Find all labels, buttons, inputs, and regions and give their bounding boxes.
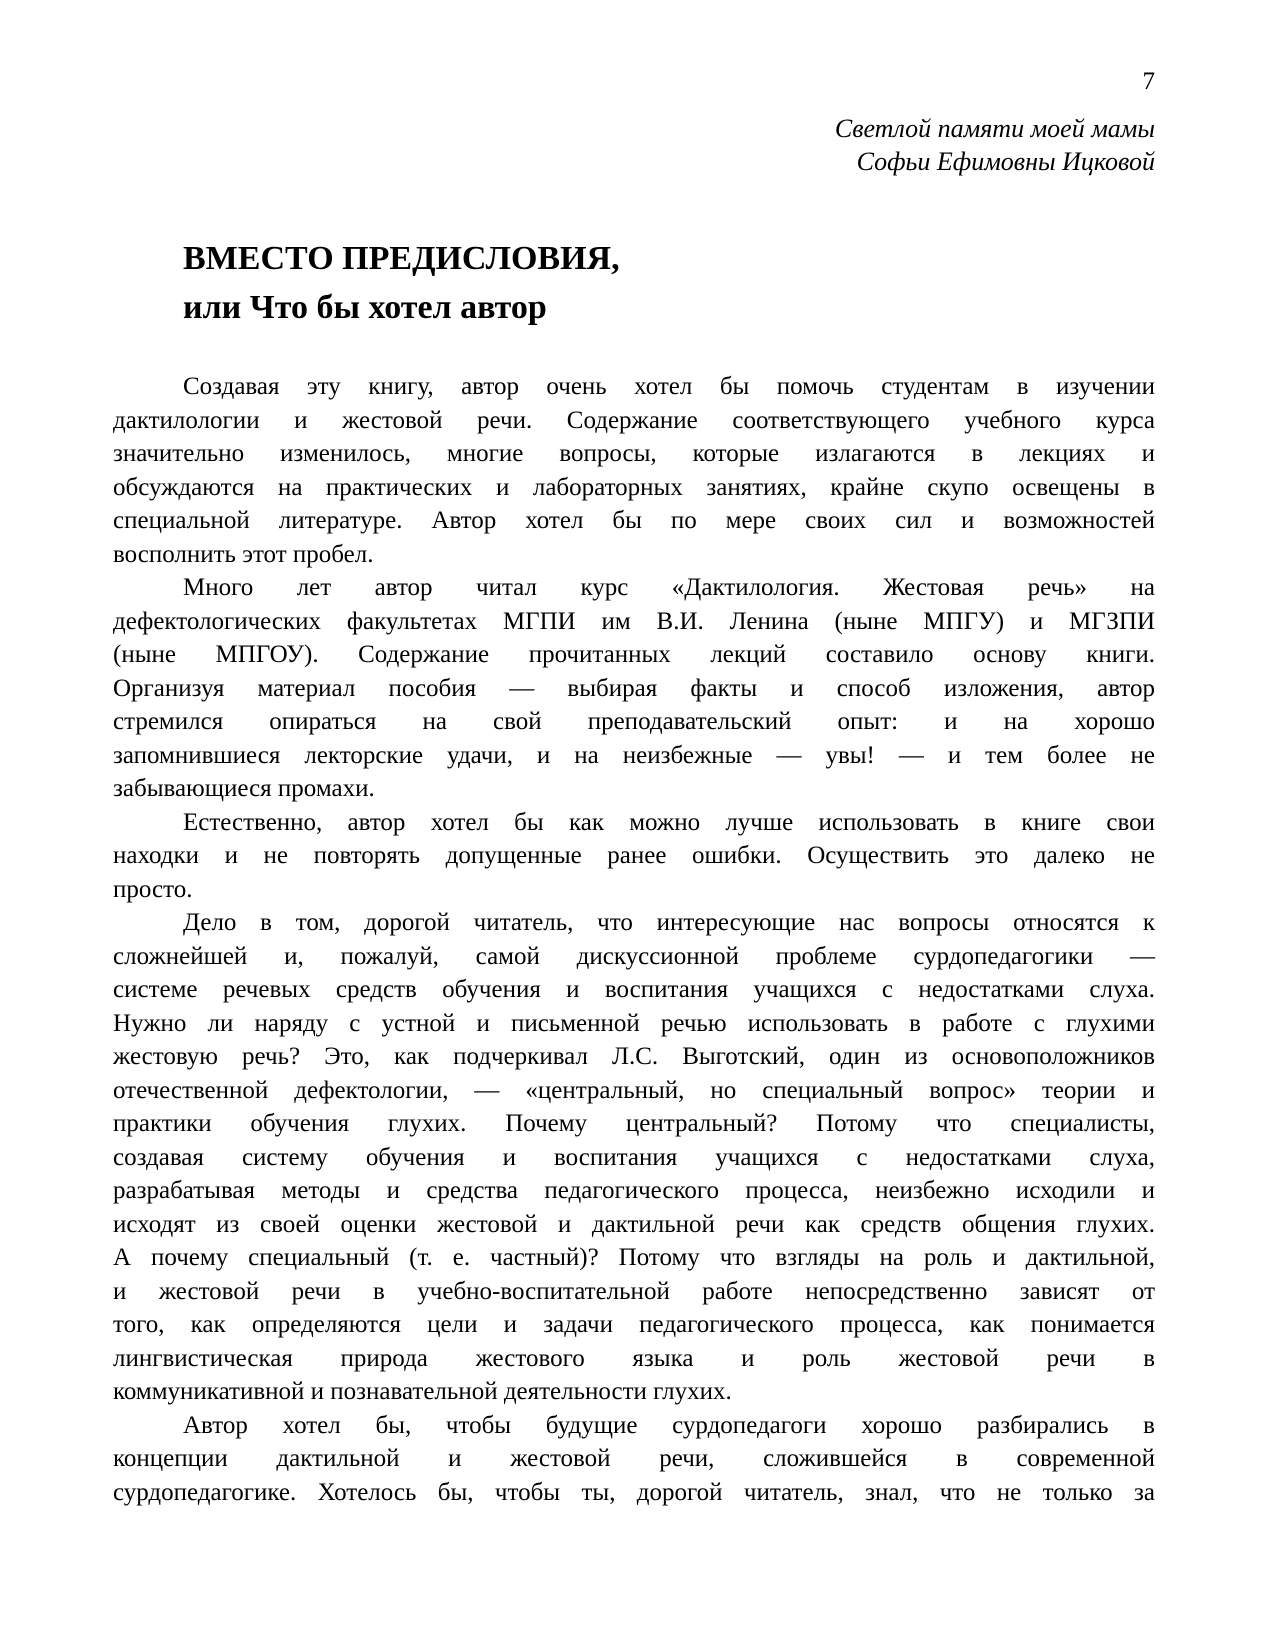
body-line: сурдопедагогике. Хотелось бы, чтобы ты, дорогой читатель, знал, что не только за	[113, 1478, 1155, 1506]
body-line: забывающиеся промахи.	[113, 775, 375, 802]
body-line: А почему специальный (т. е. частный)? Потому что взгляды на роль и дактильной,	[113, 1244, 1155, 1271]
body-line: запомнившиеся лекторские удачи, и на неизбежные — увы! — и тем более не	[113, 741, 1155, 769]
body-line: сложнейшей и, пожалуй, самой дискуссионной проблеме сурдопедагогики —	[113, 942, 1155, 970]
body-line: находки и не повторять допущенные ранее ошибки. Осуществить это далеко не	[113, 842, 1155, 869]
body-line: Организуя материал пособия — выбирая факты и способ изложения, автор	[113, 674, 1155, 702]
chapter-title-line-2: или Что бы хотел автор	[183, 289, 547, 326]
body-line: того, как определяются цели и задачи педагогического процесса, как понимается	[113, 1311, 1155, 1338]
body-line: значительно изменилось, многие вопросы, которые излагаются в лекциях и	[113, 440, 1155, 467]
body-line: Создавая эту книгу, автор очень хотел бы помочь студентам в изучении	[183, 373, 1155, 400]
body-line: Дело в том, дорогой читатель, что интересующие нас вопросы относятся к	[183, 909, 1155, 936]
body-line: отечественной дефектологии, — «центральный, но специальный вопрос» теории и	[113, 1076, 1155, 1104]
body-line: Естественно, автор хотел бы как можно лучше использовать в книге свои	[183, 808, 1155, 836]
body-line: стремился опираться на свой преподавательский опыт: и на хорошо	[113, 708, 1155, 735]
body-line: дактилологии и жестовой речи. Содержание соответствующего учебного курса	[113, 406, 1155, 434]
body-line: Автор хотел бы, чтобы будущие сурдопедагоги хорошо разбирались в	[183, 1411, 1155, 1439]
body-line: обсуждаются на практических и лабораторных занятиях, крайне скупо освещены в	[113, 473, 1155, 501]
body-line: концепции дактильной и жестовой речи, сложившейся в современной	[113, 1445, 1155, 1472]
body-line: Нужно ли наряду с устной и письменной речью использовать в работе с глухими	[113, 1009, 1155, 1037]
body-line: практики обучения глухих. Почему центральный? Потому что специалисты,	[113, 1110, 1155, 1137]
body-line: разрабатывая методы и средства педагогического процесса, неизбежно исходили и	[113, 1177, 1155, 1204]
body-line: Много лет автор читал курс «Дактилология. Жестовая речь» на	[183, 574, 1155, 601]
body-line: восполнить этот пробел.	[113, 540, 374, 568]
body-line: коммуникативной и познавательной деятельности глухих.	[113, 1378, 732, 1405]
body-line: дефектологических факультетах МГПИ им В.И. Ленина (ныне МПГУ) и МГЗПИ	[113, 607, 1155, 635]
body-text	[113, 370, 1155, 1509]
body-line: специальной литературе. Автор хотел бы по мере своих сил и возможностей	[113, 507, 1155, 534]
body-line: и жестовой речи в учебно-воспитательной работе непосредственно зависят от	[113, 1277, 1155, 1305]
dedication-line: Светлой памяти моей мамы	[834, 114, 1155, 143]
body-line: системе речевых средств обучения и воспитания учащихся с недостатками слуха.	[113, 976, 1155, 1003]
body-line: жестовую речь? Это, как подчеркивал Л.С. Выготский, один из основоположников	[113, 1043, 1155, 1070]
body-line: просто.	[113, 875, 193, 903]
dedication	[835, 112, 1155, 178]
body-line: лингвистическая природа жестового языка и роль жестовой речи в	[113, 1344, 1155, 1372]
chapter-title	[183, 234, 1155, 332]
body-line: (ныне МПГОУ). Содержание прочитанных лекций составило основу книги.	[113, 641, 1155, 668]
body-line: создавая систему обучения и воспитания учащихся с недостатками слуха,	[113, 1143, 1155, 1171]
chapter-title-line-1: ВМЕСТО ПРЕДИСЛОВИЯ,	[183, 240, 620, 277]
dedication-line: Софьи Ефимовны Ицковой	[856, 147, 1155, 176]
body-line: исходят из своей оценки жестовой и дактильной речи как средств общения глухих.	[113, 1210, 1155, 1238]
page-number: 7	[1142, 68, 1155, 95]
